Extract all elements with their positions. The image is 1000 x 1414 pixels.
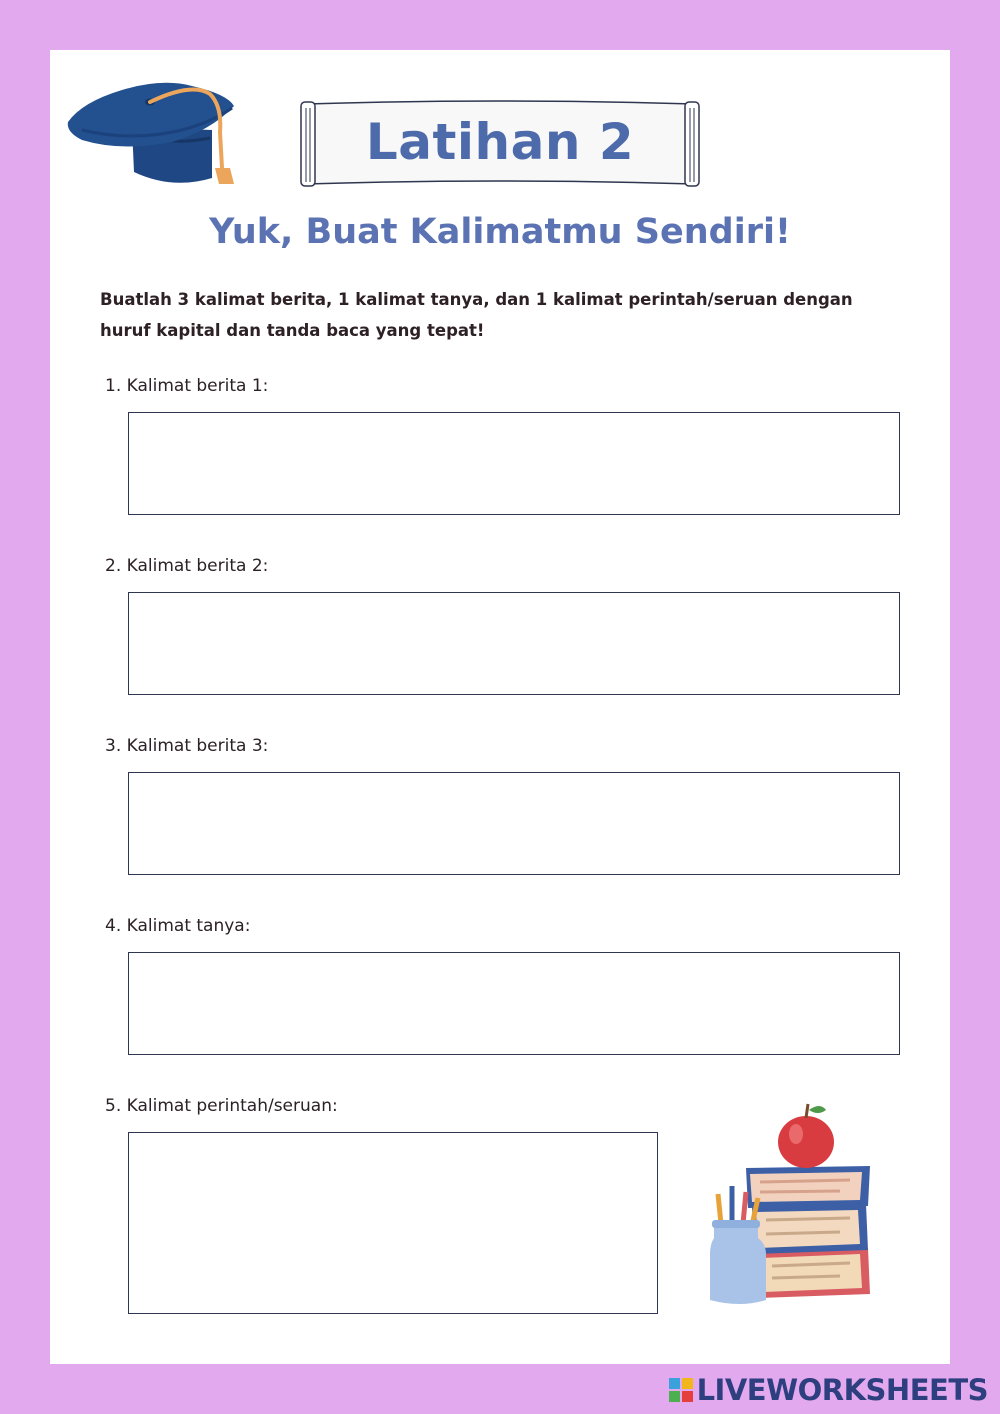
answer-box-3[interactable] <box>128 772 900 875</box>
answer-box-1[interactable] <box>128 412 900 515</box>
brand-text: LIVEWORKSHEETS <box>696 1373 988 1407</box>
page-title: Latihan 2 <box>365 113 635 171</box>
answer-box-4[interactable] <box>128 952 900 1055</box>
question-label-2: 2. Kalimat berita 2: <box>105 556 269 576</box>
instructions-line-1: Buatlah 3 kalimat berita, 1 kalimat tanya, dan 1 kalimat perintah/seruan dengan <box>100 290 853 309</box>
page-subtitle: Yuk, Buat Kalimatmu Sendiri! <box>209 212 791 252</box>
graduation-cap-icon <box>62 72 252 192</box>
instructions <box>100 284 900 346</box>
liveworksheets-logo-icon <box>669 1378 693 1402</box>
question-label-1: 1. Kalimat berita 1: <box>105 376 269 396</box>
answer-box-5[interactable] <box>128 1132 658 1314</box>
question-label-3: 3. Kalimat berita 3: <box>105 736 269 756</box>
question-label-5: 5. Kalimat perintah/seruan: <box>105 1096 338 1116</box>
books-apple-pencils-icon <box>700 1094 880 1314</box>
question-label-4: 4. Kalimat tanya: <box>105 916 251 936</box>
answer-box-2[interactable] <box>128 592 900 695</box>
liveworksheets-brand <box>669 1372 988 1408</box>
instructions-line-2: huruf kapital dan tanda baca yang tepat! <box>100 321 485 340</box>
